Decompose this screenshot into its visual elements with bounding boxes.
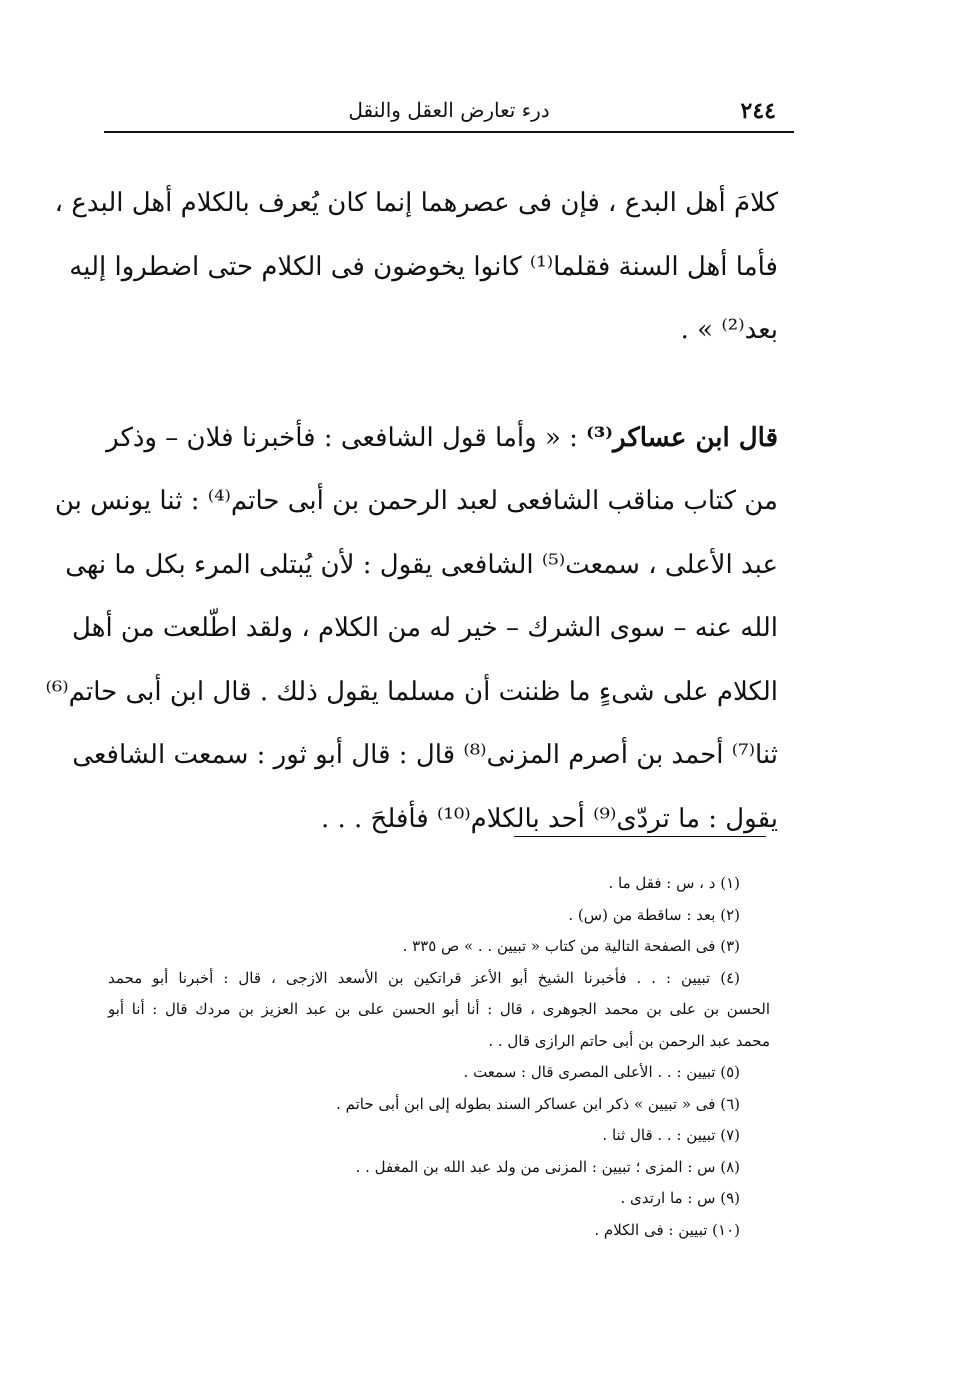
text-line	[106, 407, 778, 471]
quote-attribution: قال ابن عساكر⁽³⁾	[586, 422, 778, 453]
footnote: (١٠) تبيين : فى الكلام .	[594, 1220, 740, 1239]
footnote-continuation: الحسن بن على بن محمد الجوهرى ، قال : أنا أبو الحسن على بن عبد العزيز بن مردك قال : أنا أبو	[108, 1000, 770, 1018]
text-line: عبد الأعلى ، سمعت⁽⁵⁾ الشافعى يقول : لأن يُبتلى المرء بكل ما نهى	[65, 549, 778, 580]
running-title: درء تعارض العقل والنقل	[348, 98, 550, 122]
text-line: فأما أهل السنة فقلما⁽¹⁾ كانوا يخوضون فى الكلام حتى اضطروا إليه	[69, 251, 778, 282]
page-number: ٢٤٤	[740, 98, 776, 124]
footnote: (٧) تبيين : . . قال ثنا .	[602, 1126, 740, 1144]
footnote-continuation: محمد عبد الرحمن بن أبى حاتم الرازى قال . .	[488, 1031, 770, 1050]
footnote: (٢) بعد : ساقطة من (س) .	[568, 905, 740, 924]
paragraph-gap	[110, 363, 778, 407]
text-line: الكلام على شىءٍ ما ظننت أن مسلما يقول ذلك . قال ابن أبى حاتم⁽⁶⁾	[45, 676, 778, 707]
footnotes	[108, 868, 770, 1246]
main-text	[45, 172, 778, 851]
footnote: (٦) فى « تبيين » ذكر ابن عساكر السند بطوله إلى ابن أبى حاتم .	[336, 1094, 740, 1113]
footnote: (٩) س : ما ارتدى .	[620, 1189, 740, 1207]
text-line: من كتاب مناقب الشافعى لعبد الرحمن بن أبى حاتم⁽⁴⁾ : ثنا يونس بن	[54, 486, 778, 516]
header-rule	[104, 131, 794, 133]
text-line: الله عنه – سوى الشرك – خير له من الكلام ، ولقد اطّلعت من أهل	[72, 613, 778, 643]
text-line: ثنا⁽⁷⁾ أحمد بن أصرم المزنى⁽⁸⁾ قال : قال أبو ثور : سمعت الشافعى	[72, 740, 778, 770]
text-line: بعد⁽²⁾ » .	[680, 315, 778, 345]
page-header	[104, 94, 794, 128]
footnote: (١) د ، س : فقل ما .	[608, 874, 740, 892]
footnote: (٤) تبيين : . . فأخبرنا الشيخ أبو الأعز قراتكين بن الأسعد الازجى ، قال : أخبرنا أبو محمد	[108, 968, 740, 987]
footnote-separator	[514, 836, 766, 837]
text-line: يقول : ما تردّى⁽⁹⁾ أحد بالكلام⁽¹⁰⁾ فأفلحَ . . .	[320, 803, 778, 834]
text-span: : « وأما قول الشافعى : فأخبرنا فلان – وذكر	[106, 422, 587, 453]
footnote: (٨) س : المزى ؛ تبيين : المزنى من ولد عبد الله بن المغفل . .	[355, 1157, 740, 1176]
footnote: (٥) تبيين : . . الأعلى المصرى قال : سمعت .	[463, 1063, 740, 1081]
footnote: (٣) فى الصفحة التالية من كتاب « تبيين . . » ص ٣٣٥ .	[402, 937, 740, 955]
text-line: كلامَ أهل البدع ، فإن فى عصرهما إنما كان يُعرف بالكلام أهل البدع ،	[54, 188, 778, 218]
